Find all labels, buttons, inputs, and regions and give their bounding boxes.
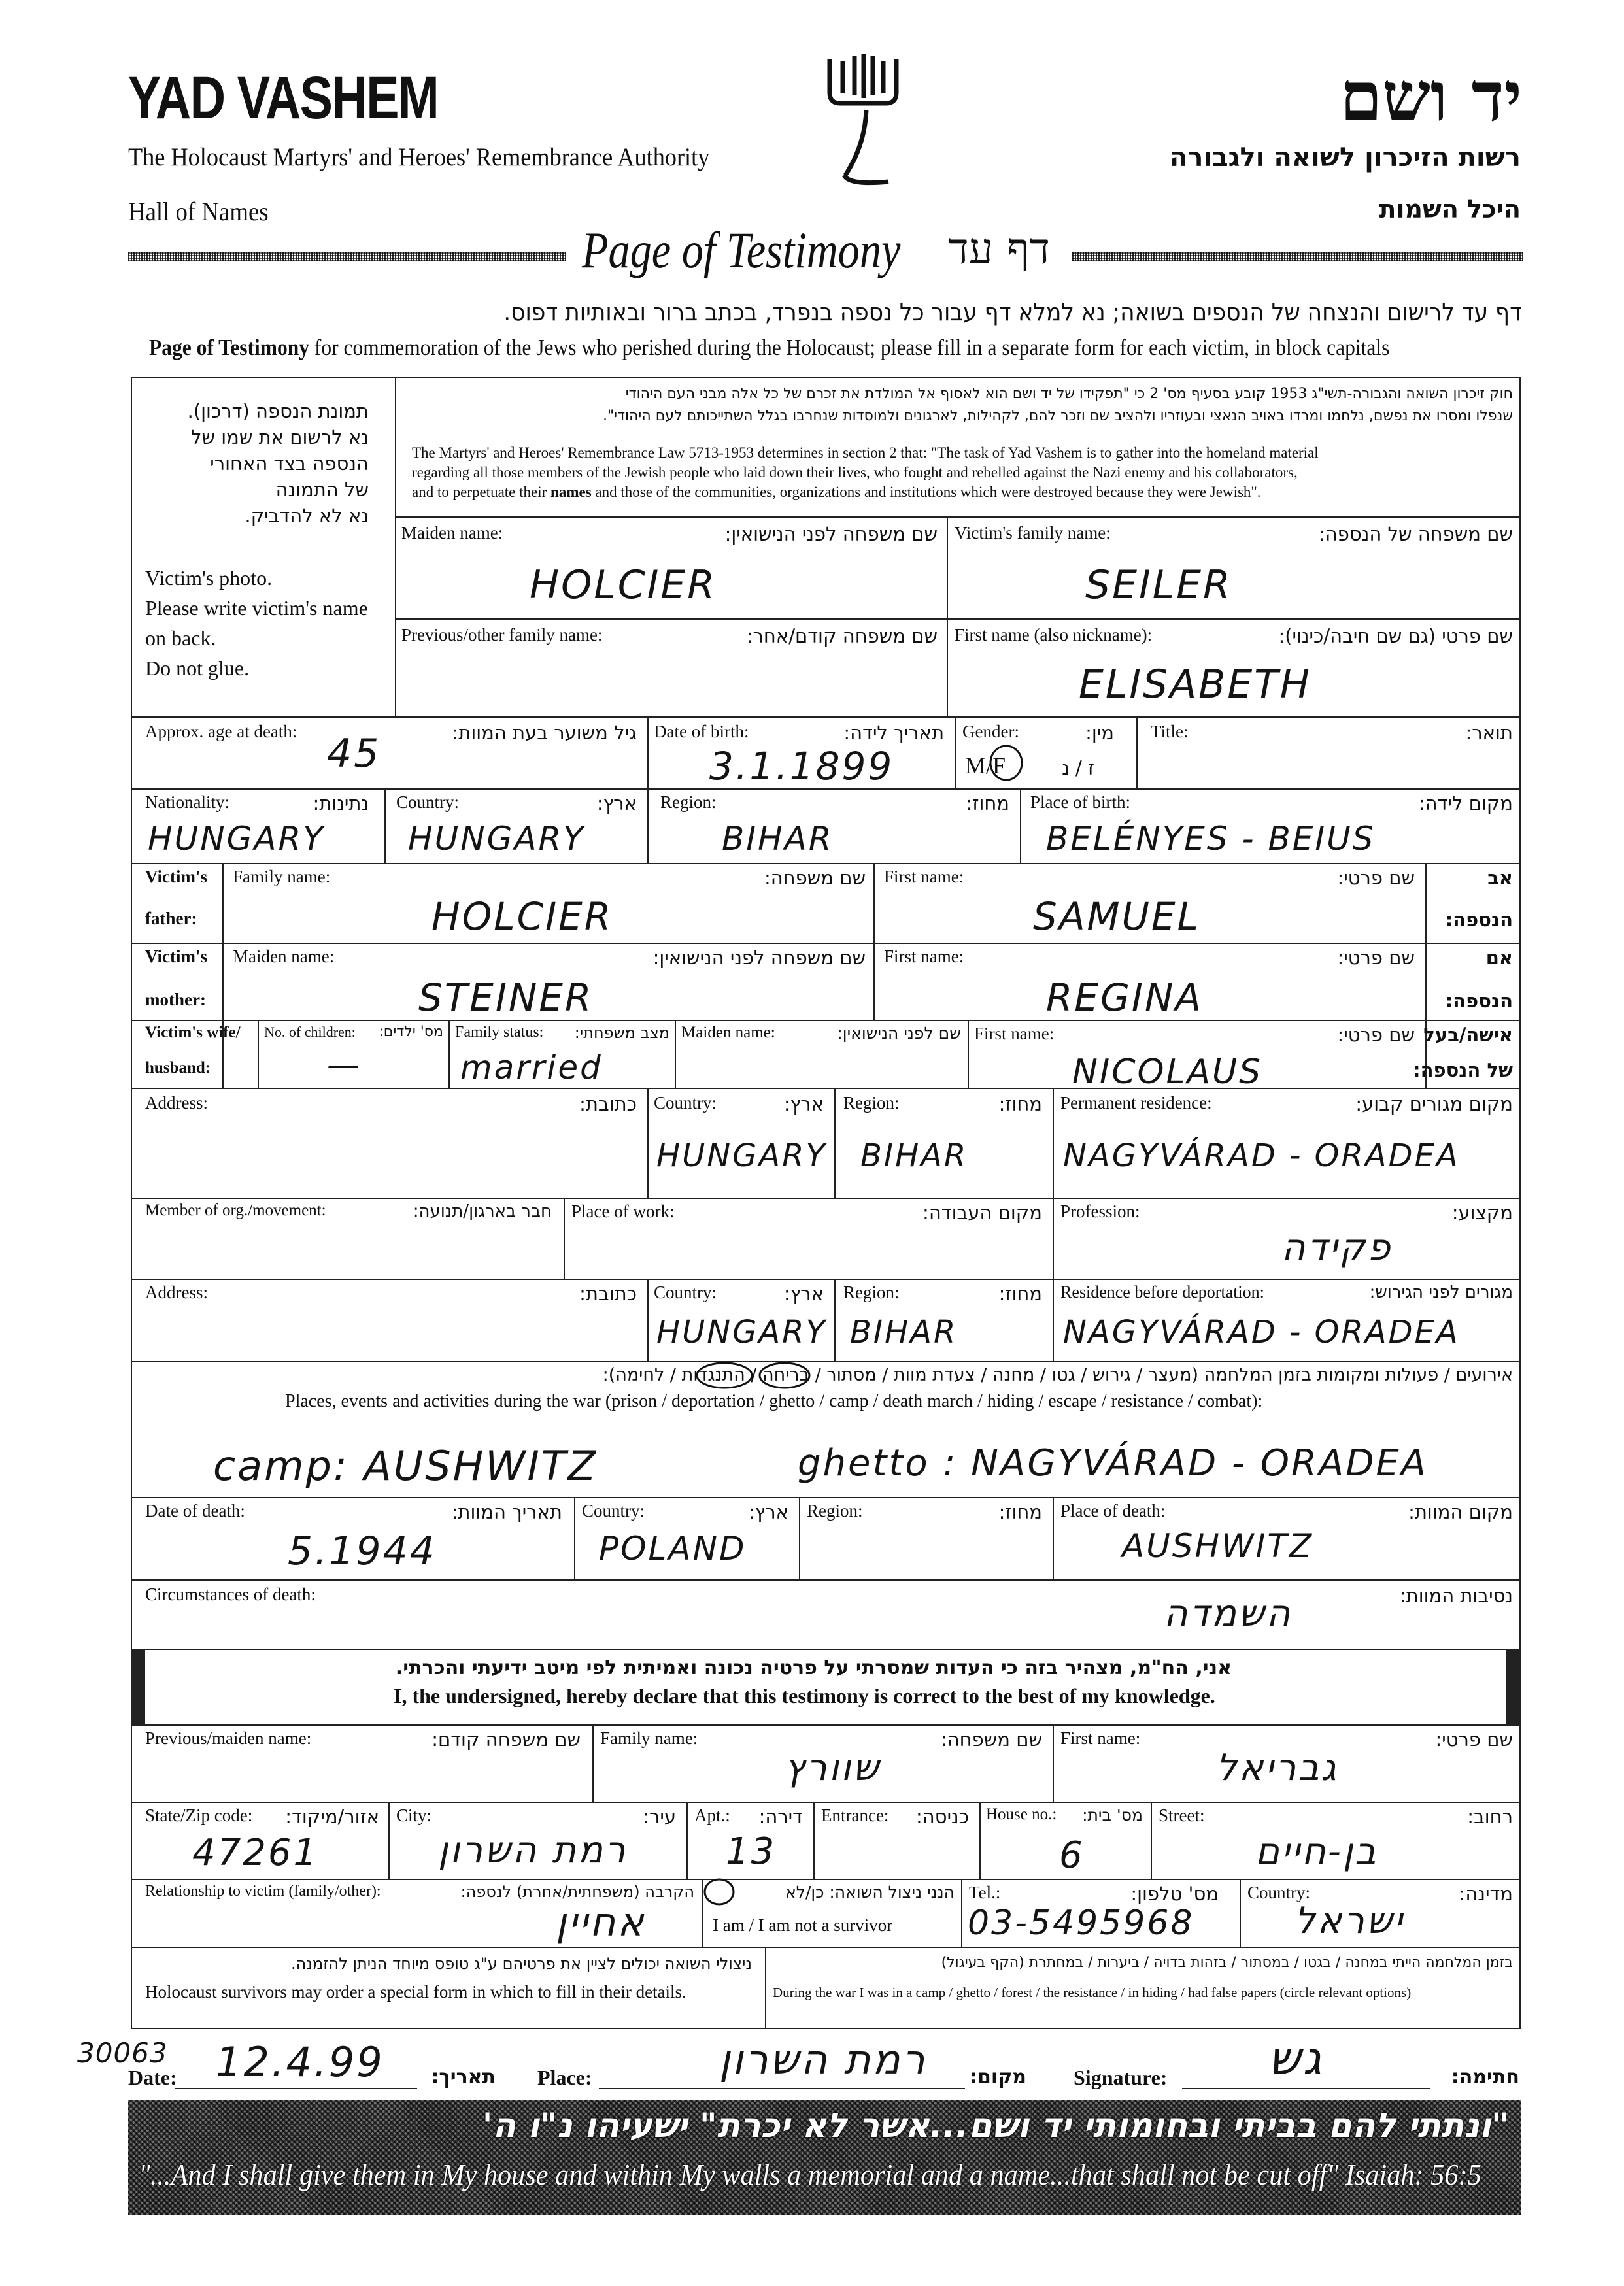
perm-label-he: מקום מגורים קבוע:: [1355, 1093, 1513, 1115]
intro-en: [149, 335, 1389, 361]
spouse-first-label-en: First name:: [974, 1024, 1055, 1043]
col-line: [947, 516, 948, 716]
apt-label-he: דירה:: [758, 1806, 803, 1828]
status-label-he: מצב משפחתי:: [574, 1024, 669, 1042]
col-line: [979, 1802, 981, 1879]
res-country-label-he: ארץ:: [783, 1283, 824, 1305]
sub-country-value[interactable]: ישראל: [1294, 1900, 1405, 1942]
house-label-he: מס' בית:: [1082, 1806, 1143, 1824]
form-title-en: Page of Testimony: [582, 222, 901, 278]
mother-first-label-en: First name:: [884, 947, 964, 966]
col-line: [258, 1020, 259, 1088]
family-label-he: שם משפחה של הנספה:: [1319, 523, 1513, 545]
sub-first-label-en: First name:: [1060, 1728, 1141, 1748]
entrance-label-en: Entrance:: [821, 1806, 889, 1825]
photo-he-5: נא לא להדביק.: [245, 505, 369, 527]
row-line: [131, 716, 1521, 718]
date-value[interactable]: 12.4.99: [216, 2038, 384, 2086]
during-en: During the war I was in a camp / ghetto / forest / the resistance / in hiding / had false papers (circle relevant options): [773, 1985, 1412, 2000]
col-line: [834, 1279, 836, 1361]
circ-label-en: Circumstances of death:: [145, 1585, 316, 1604]
title-label-en: Title:: [1151, 722, 1189, 741]
col-line: [564, 1198, 565, 1279]
gender-options[interactable]: M/F: [965, 752, 1006, 779]
sig-label-he: חתימה:: [1451, 2066, 1519, 2089]
address-label-he: כתובת:: [579, 1093, 637, 1115]
law-en-3: [412, 484, 1261, 501]
dob-label-he: תאריך לידה:: [843, 722, 944, 744]
rel-label-he: הקרבה (משפחתית/אחרת) לנספה:: [460, 1883, 694, 1901]
work-label-en: Place of work:: [571, 1202, 675, 1221]
father-first-label-he: שם פרטי:: [1337, 867, 1415, 889]
addr-country-label-en: Country:: [654, 1093, 717, 1113]
relationship-value[interactable]: אחיין: [556, 1900, 646, 1945]
row-line: [131, 1649, 1521, 1650]
maiden-value[interactable]: HOLCIER: [530, 562, 717, 608]
col-line: [961, 1879, 962, 1947]
spouse-label-en-2: husband:: [145, 1059, 211, 1077]
first-label-en: First name (also nickname):: [955, 625, 1153, 645]
spouse-label-he-2: של הנספה:: [1412, 1059, 1513, 1081]
row-line: [131, 788, 1521, 790]
declare-en: I, the undersigned, hereby declare that this testimony is correct to the best of my knowledge.: [394, 1684, 1215, 1707]
addr-region-label-en: Region:: [843, 1093, 900, 1113]
col-line: [834, 1088, 836, 1198]
margin-number: 30063: [77, 2037, 168, 2069]
org-subtitle-he: רשות הזיכרון לשואה ולגבורה: [1169, 143, 1521, 173]
law-en-1: The Martyrs' and Heroes' Remembrance Law 5713-1953 determines in section 2 that: "The task of Yad Vashem is to gather into the homeland material: [412, 445, 1319, 461]
street-label-en: Street:: [1159, 1806, 1205, 1825]
title-rule-right: [1072, 252, 1523, 261]
father-fam-label-he: שם משפחה:: [764, 867, 866, 889]
prof-label-he: מקצוע:: [1451, 1202, 1513, 1224]
photo-he-3: הנספה בצד האחורי: [210, 452, 369, 475]
col-line: [647, 1088, 649, 1198]
state-label-he: אזור/מיקוד:: [285, 1806, 379, 1828]
maiden-label-en: Maiden name:: [401, 523, 503, 543]
member-label-en: Member of org./movement:: [145, 1202, 326, 1219]
col-line: [873, 863, 875, 1020]
sig-underline: [1182, 2088, 1430, 2089]
row-line: [131, 1802, 1521, 1803]
row-line: [131, 943, 1521, 944]
col-line: [799, 1497, 800, 1579]
addr-region-value[interactable]: BIHAR: [860, 1137, 968, 1174]
sub-first-value[interactable]: גבריאל: [1216, 1747, 1338, 1789]
spouse-first-value[interactable]: NICOLAUS: [1072, 1052, 1263, 1092]
surv-form-en: Holocaust survivors may order a special form in which to fill in their details.: [145, 1982, 686, 2002]
row-line: [131, 1279, 1521, 1280]
pod-value[interactable]: AUSHWITZ: [1122, 1527, 1314, 1565]
father-family-value[interactable]: HOLCIER: [431, 894, 613, 939]
status-value[interactable]: married: [460, 1049, 603, 1086]
law-he-2: שנפלו ומסרו את נפשם, נלחמו ומרדו באויב הנאצי ובעוזריו ולהציב שם וזכר להם, לקהילות, לארגונים ולמוסדות שנחרבו בגלל השתייכותם לעם היהודי".: [603, 408, 1513, 424]
ctry-label-he: מדינה:: [1459, 1883, 1513, 1905]
res-region-label-en: Region:: [843, 1283, 900, 1302]
city-label-he: עיר:: [643, 1806, 676, 1828]
prev-maiden-label-en: Previous/maiden name:: [145, 1728, 312, 1748]
date-label-en: Date:: [128, 2066, 177, 2089]
col-line: [813, 1802, 815, 1879]
mother-first-label-he: שם פרטי:: [1337, 947, 1415, 969]
addr-country-label-he: ארץ:: [783, 1093, 824, 1115]
col-line: [1053, 1088, 1054, 1198]
family-label-en: Victim's family name:: [955, 523, 1111, 543]
title-label-he: תואר:: [1465, 722, 1513, 744]
rel-label-en: Relationship to victim (family/other):: [145, 1883, 381, 1900]
events-value-2[interactable]: ghetto : NAGYVÁRAD - ORADEA: [798, 1442, 1429, 1485]
mother-maiden-label-en: Maiden name:: [233, 947, 335, 966]
place-underline: [599, 2088, 965, 2089]
row-line: [395, 618, 1521, 620]
col-line: [1053, 1198, 1054, 1279]
father-fam-label-en: Family name:: [233, 867, 331, 886]
during-he: בזמן המלחמה הייתי במחנה / בגטו / במסתור / בזהות בדויה / ביערות / במחתרת (הקף בעיגול): [941, 1955, 1513, 1971]
pob-label-en: Place of birth:: [1030, 792, 1130, 812]
death-country-value[interactable]: POLAND: [599, 1530, 747, 1568]
spouse-label-en-1: Victim's wife/: [145, 1024, 241, 1041]
gender-label-he: מין:: [1085, 722, 1114, 744]
prev-label-he: שם משפחה קודם/אחר:: [746, 625, 938, 647]
law-en-3a: and to perpetuate their: [412, 484, 547, 500]
dod-label-en: Date of death:: [145, 1501, 245, 1521]
col-line: [968, 1020, 969, 1088]
address2-label-en: Address:: [145, 1283, 208, 1302]
mother-label-he-1: אם: [1485, 947, 1513, 969]
photo-en-2: Please write victim's name: [145, 596, 368, 620]
street-label-he: רחוב:: [1467, 1806, 1513, 1828]
surv-form-he: ניצולי השואה יכולים לציין את פרטיהם ע"ג טופס מיוחד הניתן להזמנה.: [291, 1955, 752, 1973]
org-title-he: יד ושם: [1340, 56, 1522, 137]
death-region-label-en: Region:: [807, 1501, 863, 1521]
sub-family-value[interactable]: שוורץ: [785, 1747, 881, 1789]
mother-maiden-value[interactable]: STEINER: [418, 975, 594, 1020]
row-line: [131, 1198, 1521, 1199]
maiden2-label-en: Maiden name:: [681, 1024, 775, 1041]
intro-en-bold: Page of Testimony: [149, 335, 310, 360]
ctry-label-en: Country:: [1247, 1883, 1311, 1902]
date-underline: [175, 2088, 417, 2089]
photo-en-3: on back.: [145, 626, 216, 650]
col-line: [1425, 863, 1427, 1088]
perm-res-value[interactable]: NAGYVÁRAD - ORADEA: [1063, 1137, 1460, 1174]
tel-label-en: Tel.:: [969, 1883, 1001, 1902]
events-label-en: Places, events and activities during the war (prison / deportation / ghetto / camp / death march / hiding / escape / resistance / combat):: [285, 1391, 1263, 1411]
photo-box-divider: [395, 377, 396, 716]
declare-bar-left: [131, 1649, 145, 1724]
first-value[interactable]: ELISABETH: [1079, 662, 1312, 707]
law-en-2: regarding all those members of the Jewish people who laid down their lives, who fought and rebelled against the Nazi enemy and his collaborators,: [412, 464, 1298, 480]
children-value[interactable]: —: [327, 1046, 362, 1084]
date-label-he: תאריך:: [431, 2066, 496, 2089]
declare-bar-right: [1506, 1649, 1521, 1724]
sub-first-label-he: שם פרטי:: [1435, 1728, 1513, 1751]
col-line: [1053, 1497, 1054, 1579]
mother-maiden-label-he: שם משפחה לפני הנישואין:: [652, 947, 866, 969]
col-line: [1151, 1802, 1152, 1879]
member-label-he: חבר בארגון/תנועה:: [413, 1202, 552, 1221]
declare-he: אני, הח"מ, מצהיר בזה כי העדות שמסרתי על פרטיה נכונה ואמיתית לפי מיטב ידיעתי והכרתי.: [395, 1656, 1232, 1679]
form-title-he: דף עד: [948, 224, 1051, 274]
state-label-en: State/Zip code:: [145, 1806, 253, 1825]
col-line: [955, 716, 956, 788]
work-label-he: מקום העבודה:: [922, 1202, 1042, 1224]
sub-family-label-en: Family name:: [600, 1728, 698, 1748]
region-label-he: מחוז:: [966, 792, 1009, 815]
mother-label-en-2: mother:: [145, 990, 206, 1009]
father-label-he-2: הנספה:: [1445, 909, 1513, 931]
col-line: [1136, 716, 1138, 788]
nationality-value[interactable]: HUNGARY: [148, 820, 325, 858]
prof-label-en: Profession:: [1060, 1202, 1140, 1221]
street-value[interactable]: בן-חיים: [1255, 1830, 1378, 1873]
yad-vashem-logo: [820, 47, 905, 188]
tel-value[interactable]: 03-5495968: [968, 1904, 1194, 1943]
row-line: [131, 1088, 1521, 1089]
age-value[interactable]: 45: [327, 731, 381, 777]
maiden-label-he: שם משפחה לפני הנישואין:: [724, 523, 938, 545]
col-line: [1240, 1879, 1241, 1947]
res-before-label-he: מגורים לפני הגירוש:: [1369, 1283, 1513, 1302]
father-label-en-2: father:: [145, 909, 197, 928]
footer-en: "...And I shall give them in My house and within My walls a memorial and a name...that shall not be cut off" Isaiah: 56:5: [139, 2158, 1481, 2191]
row-line: [131, 1879, 1521, 1880]
photo-en-1: Victim's photo.: [145, 566, 273, 590]
res-country-value[interactable]: HUNGARY: [656, 1314, 827, 1351]
footer-he: "ונתתי להם בביתי ובחומותי יד ושם...אשר לא יכרת" ישעיהו נ"ו ה': [482, 2106, 1509, 2145]
mother-first-value[interactable]: REGINA: [1046, 975, 1204, 1020]
org-subtitle-en: The Holocaust Martyrs' and Heroes' Remembrance Authority: [128, 143, 710, 171]
row-line: [131, 1947, 1521, 1948]
col-line: [647, 788, 649, 863]
region-value[interactable]: BIHAR: [722, 820, 834, 858]
death-country-label-en: Country:: [582, 1501, 645, 1521]
photo-he-2: נא לרשום את שמו של: [190, 426, 369, 448]
law-en-3c: and those of the communities, organizations and institutions which were destroyed because they were Jewish".: [595, 484, 1261, 500]
gender-label-en: Gender:: [962, 722, 1019, 741]
photo-he-4: של התמונה: [275, 479, 369, 501]
col-line: [765, 1947, 766, 2029]
city-value[interactable]: רמת השרון: [438, 1829, 628, 1872]
pob-value[interactable]: BELÉNYES - BEIUS: [1046, 820, 1376, 858]
row-line: [131, 863, 1521, 864]
nat-label-he: נתינות:: [313, 792, 369, 815]
row-line: [131, 1020, 1521, 1021]
signature-value[interactable]: גש: [1268, 2032, 1324, 2085]
death-region-label-he: מחוז:: [998, 1501, 1042, 1523]
res-country-label-en: Country:: [654, 1283, 717, 1302]
res-region-value[interactable]: BIHAR: [850, 1314, 958, 1351]
house-label-en: House no.:: [986, 1806, 1057, 1823]
circ-value[interactable]: השמדה: [1164, 1592, 1293, 1635]
row-line: [131, 1579, 1521, 1581]
status-label-en: Family status:: [455, 1024, 544, 1041]
survivor-label-en: I am / I am not a survivor: [713, 1915, 893, 1935]
addr-country-value[interactable]: HUNGARY: [656, 1137, 827, 1174]
col-line: [448, 1020, 450, 1088]
gender-circle: [989, 744, 1024, 782]
col-line: [1053, 1724, 1054, 1802]
perm-label-en: Permanent residence:: [1060, 1093, 1212, 1113]
father-label-he-1: אב: [1487, 867, 1513, 889]
mother-label-en-1: Victim's: [145, 947, 207, 966]
col-line: [1053, 1279, 1054, 1361]
col-line: [647, 1279, 649, 1361]
pod-label-en: Place of death:: [1060, 1501, 1166, 1521]
house-no-value[interactable]: 6: [1059, 1834, 1085, 1877]
sub-family-label-he: שם משפחה:: [940, 1728, 1042, 1751]
prev-maiden-label-he: שם משפחה קודם:: [431, 1728, 581, 1751]
col-line: [388, 1802, 390, 1879]
col-line: [592, 1724, 594, 1802]
col-line: [222, 863, 224, 1088]
res-region-label-he: מחוז:: [998, 1283, 1042, 1305]
father-first-value[interactable]: SAMUEL: [1033, 894, 1200, 939]
circ-label-he: נסיבות המוות:: [1399, 1585, 1513, 1607]
spouse-first-label-he: שם פרטי:: [1337, 1024, 1415, 1046]
father-label-en-1: Victim's: [145, 867, 207, 886]
row-line: [131, 1497, 1521, 1498]
age-label-he: גיל משוער בעת המוות:: [452, 722, 637, 744]
dob-value[interactable]: 3.1.1899: [709, 744, 894, 788]
entrance-label-he: כניסה:: [916, 1806, 969, 1828]
law-en-3b: names: [550, 484, 592, 500]
survivor-circle: [702, 1877, 736, 1906]
family-value[interactable]: SEILER: [1085, 562, 1232, 608]
children-label-en: No. of children:: [264, 1024, 356, 1040]
intro-en-text: for commemoration of the Jews who perished during the Holocaust; please fill in a separate form for each victim, in block capitals: [314, 335, 1390, 360]
death-country-label-he: ארץ:: [748, 1501, 788, 1523]
sig-label-en: Signature:: [1074, 2066, 1168, 2089]
first-label-he: שם פרטי (גם שם חיבה/כינוי):: [1278, 625, 1513, 647]
mother-label-he-2: הנספה:: [1445, 990, 1513, 1012]
col-line: [686, 1802, 688, 1879]
org-title-en: YAD VASHEM: [128, 65, 439, 131]
apt-label-en: Apt.:: [694, 1806, 730, 1825]
place-value[interactable]: רמת השרון: [719, 2036, 927, 2083]
dod-label-he: תאריך המוות:: [451, 1501, 562, 1523]
title-rule-left: [128, 252, 566, 261]
events-value-1[interactable]: camp: AUSHWITZ: [213, 1442, 598, 1490]
hall-of-names-he: היכל השמות: [1379, 195, 1521, 224]
address-label-en: Address:: [145, 1093, 208, 1113]
gender-options-he: ז / נ: [1062, 757, 1094, 779]
res-before-label-en: Residence before deportation:: [1060, 1283, 1264, 1302]
photo-he-1: תמונת הנספה (דרכון).: [187, 400, 369, 422]
children-label-he: מס' ילדים:: [379, 1024, 443, 1040]
father-first-label-en: First name:: [884, 867, 964, 886]
address2-label-he: כתובת:: [579, 1283, 637, 1305]
country-label-he: ארץ:: [596, 792, 637, 815]
prev-label-en: Previous/other family name:: [401, 625, 603, 645]
country-label-en: Country:: [396, 792, 460, 812]
row-line: [131, 1724, 1521, 1726]
col-line: [647, 716, 649, 788]
res-before-value[interactable]: NAGYVÁRAD - ORADEA: [1063, 1314, 1460, 1351]
col-line: [675, 1020, 676, 1088]
maiden2-label-he: שם לפני הנישואין:: [837, 1024, 961, 1043]
events-label-he: אירועים / פעולות ומקומות בזמן המלחמה (מעצר / גירוש / גטו / מחנה / צעדת מוות / מסתור / בריחה / התנגדות / לחימה):: [602, 1365, 1513, 1385]
place-label-he: מקום:: [970, 2066, 1026, 2089]
place-label-en: Place:: [537, 2066, 592, 2089]
pob-label-he: מקום לידה:: [1418, 792, 1513, 815]
law-he-1: חוק זיכרון השואה והגבורה-תשי"ג 1953 קובע בסעיף מס' 2 כי "תפקידו של יד ושם הוא לאסוף אל המולדת את זכרם של כל אלה מבני העם היהודי: [625, 386, 1513, 402]
profession-value[interactable]: פקידה: [1281, 1226, 1393, 1269]
region-label-en: Region:: [660, 792, 717, 812]
city-label-en: City:: [396, 1806, 432, 1825]
events-circles: [693, 1361, 850, 1390]
dob-label-en: Date of birth:: [654, 722, 749, 741]
col-line: [1020, 788, 1021, 863]
survivor-label-he: הנני ניצול השואה: כן/לא: [785, 1883, 955, 1902]
nat-label-en: Nationality:: [145, 792, 229, 812]
dod-value[interactable]: 5.1944: [288, 1528, 437, 1574]
col-line: [384, 788, 386, 863]
intro-he: דף עד לרישום והנצחה של הנספים בשואה; נא למלא דף עבור כל נספה בנפרד, בכתב ברור ובאותיות דפוס.: [503, 298, 1522, 326]
tel-label-he: מס' טלפון:: [1130, 1883, 1219, 1905]
col-line: [574, 1497, 575, 1579]
zip-value[interactable]: 47261: [192, 1832, 319, 1874]
age-label-en: Approx. age at death:: [145, 722, 297, 741]
photo-en-4: Do not glue.: [145, 656, 250, 680]
row-line: [395, 516, 1521, 518]
apt-value[interactable]: 13: [726, 1830, 777, 1873]
hall-of-names-en: Hall of Names: [128, 197, 269, 226]
country-value[interactable]: HUNGARY: [408, 820, 585, 858]
pod-label-he: מקום המוות:: [1408, 1501, 1513, 1523]
spouse-label-he-1: אישה/בעל: [1423, 1024, 1513, 1046]
addr-region-label-he: מחוז:: [998, 1093, 1042, 1115]
